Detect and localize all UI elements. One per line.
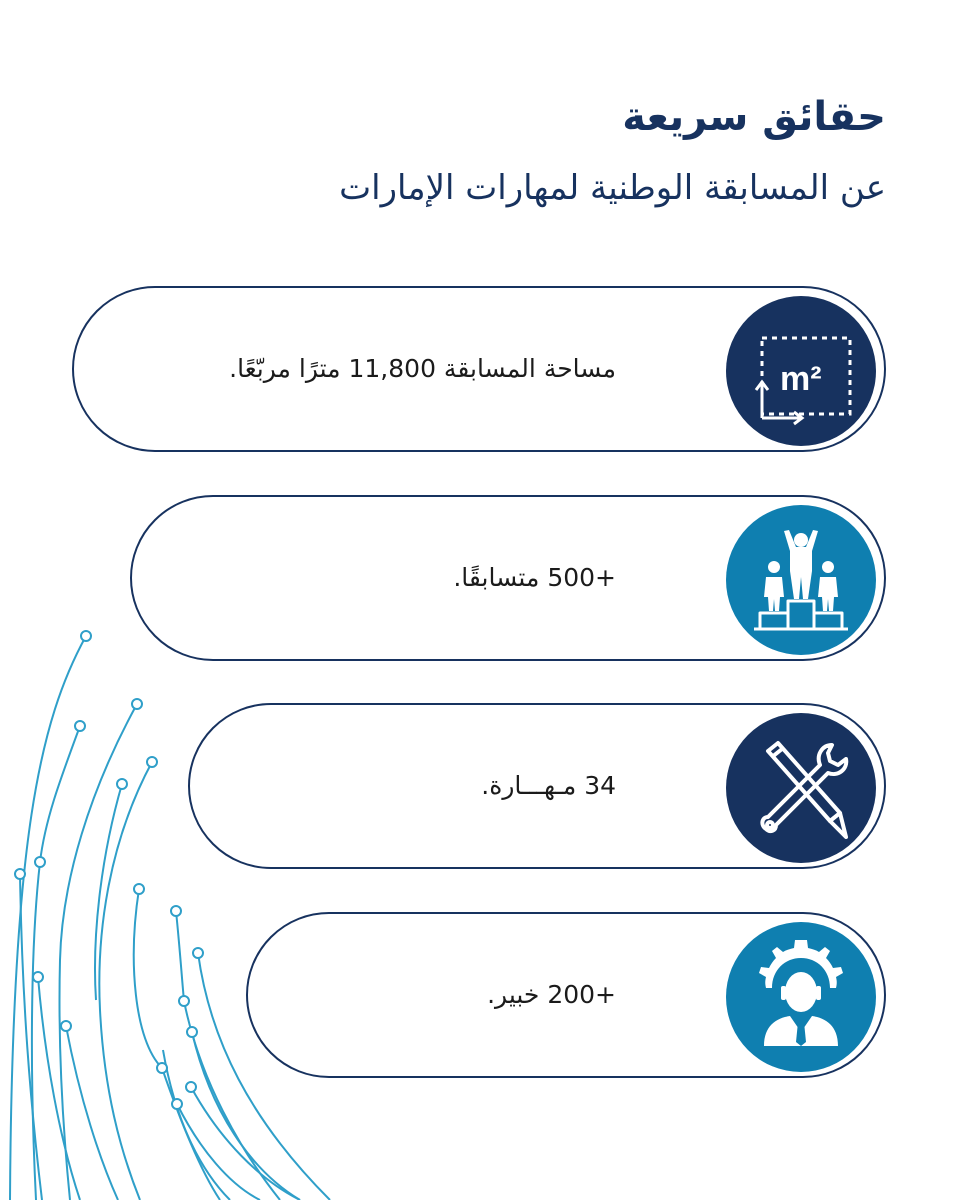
tools-icon: [726, 713, 876, 863]
page-title: حقائق سريعة: [622, 94, 886, 140]
fact-card-competitors: [130, 495, 886, 661]
podium-competitors-icon: [726, 505, 876, 655]
fact-icon-circle: [726, 922, 876, 1072]
fact-card-skills: [188, 703, 886, 869]
fact-card-experts: [246, 912, 886, 1078]
page-subtitle: عن المسابقة الوطنية لمهارات الإمارات: [339, 168, 886, 208]
fact-text: +200 خبير.: [487, 980, 616, 1009]
fact-icon-circle: [726, 713, 876, 863]
expert-gear-icon: [726, 922, 876, 1072]
fact-icon-circle: [726, 505, 876, 655]
fact-text: 34 مـهـــارة.: [481, 771, 616, 800]
fact-text: مساحة المسابقة 11,800 مترًا مربّعًا.: [229, 354, 616, 383]
m2-label: m²: [780, 360, 822, 398]
area-m2-icon: [726, 296, 876, 446]
fact-card-area: [72, 286, 886, 452]
fact-icon-circle: [726, 296, 876, 446]
fact-text: +500 متسابقًا.: [453, 563, 616, 592]
